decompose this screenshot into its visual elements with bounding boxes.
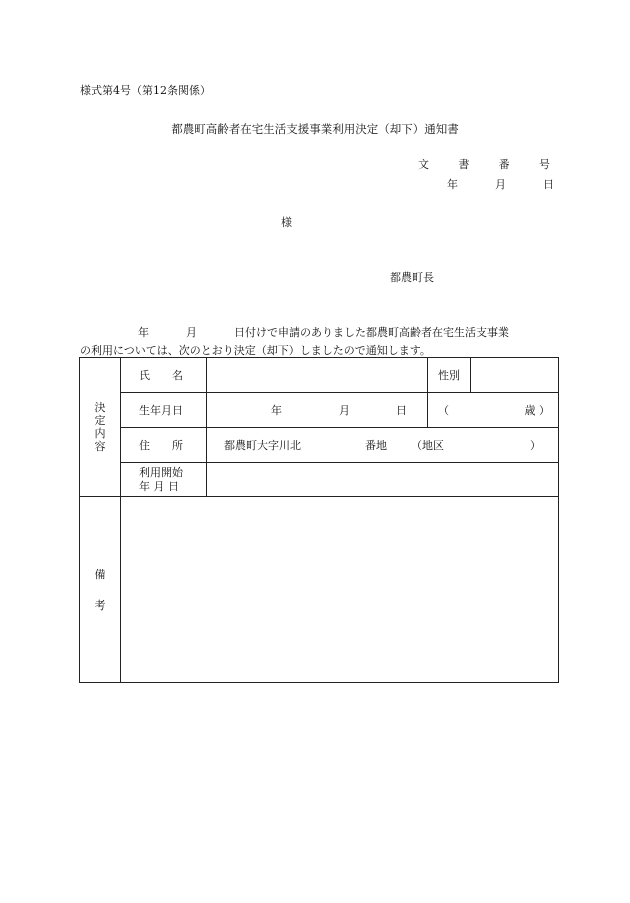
start-date-field[interactable] xyxy=(207,463,559,497)
addressee-suffix: 様 xyxy=(281,216,292,229)
body-month: 月 xyxy=(186,326,197,339)
start-date-label: 利用開始 年 月 日 xyxy=(121,463,207,497)
doc-number-char: 番 xyxy=(498,158,510,171)
doc-number-char: 文 xyxy=(418,158,429,171)
issue-month: 月 xyxy=(495,178,506,191)
address-town: 都農町大字川北 xyxy=(224,439,301,452)
body-text-1: 日付けで申請のありました都農町高齢者在宅生活支事業 xyxy=(234,326,509,339)
address-close: ） xyxy=(530,439,541,452)
birthdate-label: 生年月日 xyxy=(121,393,207,428)
age-unit: 歳 ） xyxy=(524,404,550,417)
decision-section-label: 決 定 内 容 xyxy=(80,358,121,497)
address-label: 住 所 xyxy=(121,428,207,463)
document-number-label xyxy=(418,156,550,172)
address-district: （地区 xyxy=(411,439,444,452)
remarks-field[interactable] xyxy=(121,497,559,683)
document-title: 都農町高齢者在宅生活支援事業利用決定（却下）通知書 xyxy=(171,122,459,136)
age-field[interactable] xyxy=(428,393,559,428)
birth-year: 年 xyxy=(271,404,282,417)
body-line-1 xyxy=(138,324,509,340)
birthdate-field[interactable] xyxy=(207,393,428,428)
issue-date xyxy=(447,176,554,192)
body-year: 年 xyxy=(138,326,149,339)
gender-label: 性別 xyxy=(428,358,471,393)
name-field[interactable] xyxy=(207,358,428,393)
remarks-label: 備 考 xyxy=(80,497,121,683)
gender-field[interactable] xyxy=(471,358,559,393)
name-label: 氏 名 xyxy=(121,358,207,393)
issue-day: 日 xyxy=(543,178,554,191)
issuer-name: 都農町長 xyxy=(390,271,434,284)
birth-day: 日 xyxy=(396,404,407,417)
age-open: （ xyxy=(438,404,449,417)
doc-number-char: 書 xyxy=(458,158,470,171)
decision-table xyxy=(79,357,559,683)
doc-number-char: 号 xyxy=(538,158,550,171)
address-field[interactable] xyxy=(207,428,559,463)
issue-year: 年 xyxy=(447,178,458,191)
form-number: 様式第4号（第12条関係） xyxy=(80,84,211,97)
address-banchi: 番地 xyxy=(365,439,387,452)
body-line-2: の利用については、次のとおり決定（却下）しましたので通知します。 xyxy=(80,344,431,357)
birth-month: 月 xyxy=(339,404,350,417)
